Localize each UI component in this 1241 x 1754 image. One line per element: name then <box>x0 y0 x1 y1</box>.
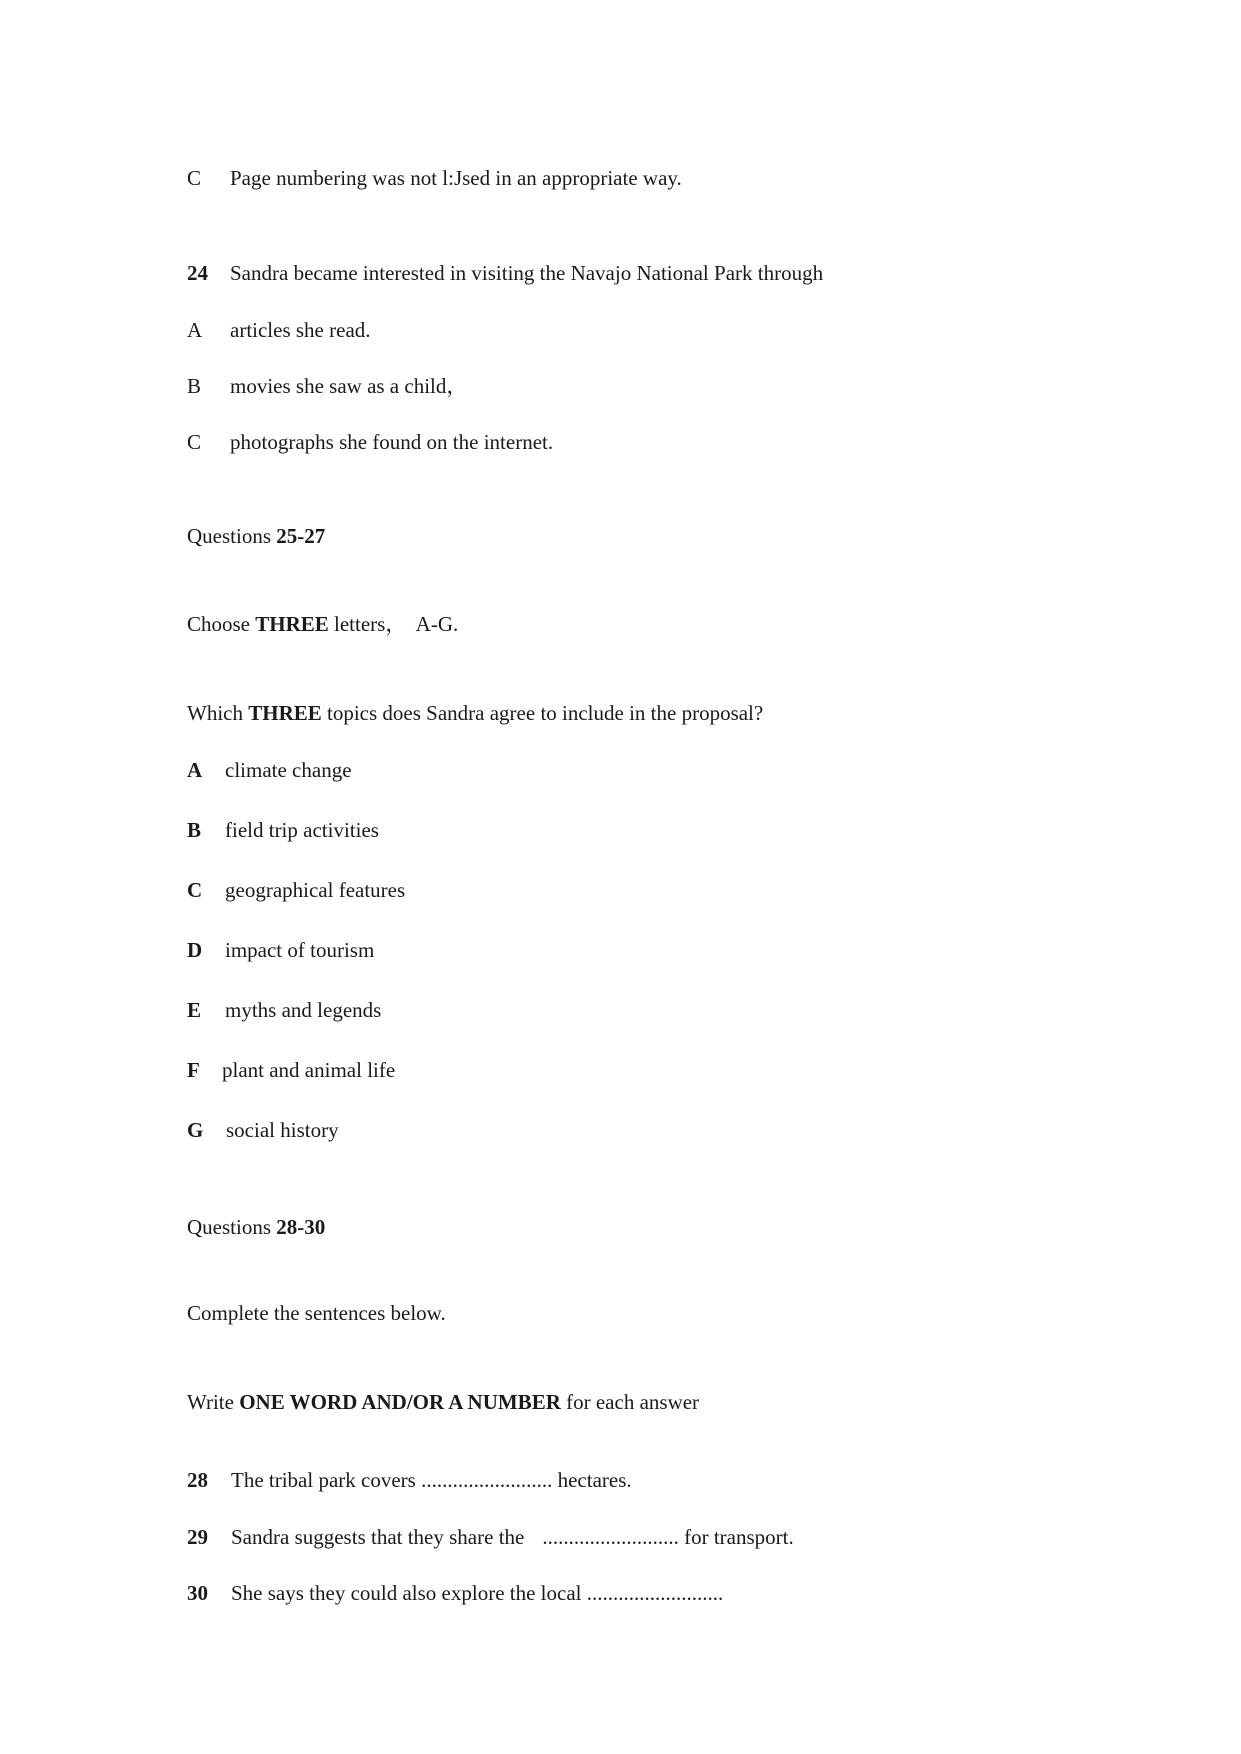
sentence-after: for transport. <box>678 1525 794 1549</box>
q24-option-c <box>187 432 553 453</box>
topic-letter: G <box>187 1118 204 1142</box>
heading-prefix: Questions <box>187 1215 277 1239</box>
topic-text: field trip activities <box>225 818 379 842</box>
sentence-number: 28 <box>187 1468 208 1492</box>
topic-e <box>187 1000 381 1021</box>
topic-text: social history <box>226 1118 339 1142</box>
write-suffix: for each answer <box>560 1390 700 1414</box>
question-25-27 <box>187 703 763 724</box>
answer-blank[interactable]: ......................... <box>421 1468 553 1492</box>
section-heading-28-30 <box>187 1217 325 1238</box>
heading-range: 25-27 <box>276 524 326 548</box>
heading-prefix: Questions <box>187 524 277 548</box>
instruction-25-27 <box>187 614 458 635</box>
question-prefix: Which <box>187 701 249 725</box>
q24-stem <box>187 263 823 284</box>
topic-c <box>187 880 405 901</box>
topic-text: climate change <box>225 758 352 782</box>
topic-text: geographical features <box>225 878 406 902</box>
instruction-text: Complete the sentences below. <box>187 1301 446 1325</box>
sentence-28 <box>187 1470 632 1491</box>
topic-letter: A <box>187 758 203 782</box>
sentence-before: She says they could also explore the local <box>231 1581 587 1605</box>
topic-text: plant and animal life <box>222 1058 396 1082</box>
topic-d <box>187 940 374 961</box>
topic-letter: E <box>187 998 202 1022</box>
instruction-bold: THREE <box>255 612 329 636</box>
question-number: 24 <box>187 261 208 285</box>
write-bold: ONE WORD AND/OR A NUMBER <box>239 1390 561 1414</box>
option-text: articles she read. <box>230 318 371 342</box>
sentence-before: The tribal park covers <box>231 1468 422 1492</box>
topic-letter: C <box>187 878 203 902</box>
topic-a <box>187 760 352 781</box>
instruction-28-30 <box>187 1303 446 1324</box>
sentence-29 <box>187 1527 794 1548</box>
topic-b <box>187 820 379 841</box>
topic-text: impact of tourism <box>225 938 375 962</box>
option-letter: C <box>187 430 202 454</box>
topic-text: myths and legends <box>225 998 382 1022</box>
answer-blank[interactable]: .......................... <box>586 1581 724 1605</box>
sentence-before: Sandra suggests that they share the <box>231 1525 525 1549</box>
option-text: Page numbering was not l:Jsed in an appropriate way. <box>230 166 682 190</box>
option-letter: A <box>187 318 203 342</box>
option-letter: B <box>187 374 202 398</box>
q24-option-b <box>187 376 467 397</box>
sentence-30 <box>187 1583 723 1604</box>
instruction-suffix: letters， A-G. <box>328 612 459 636</box>
section-heading-25-27 <box>187 526 325 547</box>
question-bold: THREE <box>248 701 322 725</box>
answer-blank[interactable]: .......................... <box>542 1525 679 1549</box>
topic-g <box>187 1120 339 1141</box>
topic-letter: F <box>187 1058 200 1082</box>
sentence-number: 29 <box>187 1525 208 1549</box>
q24-option-a <box>187 320 371 341</box>
question-text: Sandra became interested in visiting the Navajo National Park through <box>230 261 824 285</box>
option-text: movies she saw as a child， <box>230 374 468 398</box>
topic-letter: D <box>187 938 203 962</box>
topic-letter: B <box>187 818 202 842</box>
option-text: photographs she found on the internet. <box>230 430 554 454</box>
question-suffix: topics does Sandra agree to include in the proposal? <box>321 701 764 725</box>
topic-f <box>187 1060 395 1081</box>
instruction-prefix: Choose <box>187 612 256 636</box>
heading-range: 28-30 <box>276 1215 326 1239</box>
sentence-after: hectares. <box>552 1468 632 1492</box>
q23-option-c <box>187 168 682 189</box>
write-prefix: Write <box>187 1390 240 1414</box>
option-letter: C <box>187 166 202 190</box>
write-instruction <box>187 1392 699 1413</box>
sentence-number: 30 <box>187 1581 208 1605</box>
